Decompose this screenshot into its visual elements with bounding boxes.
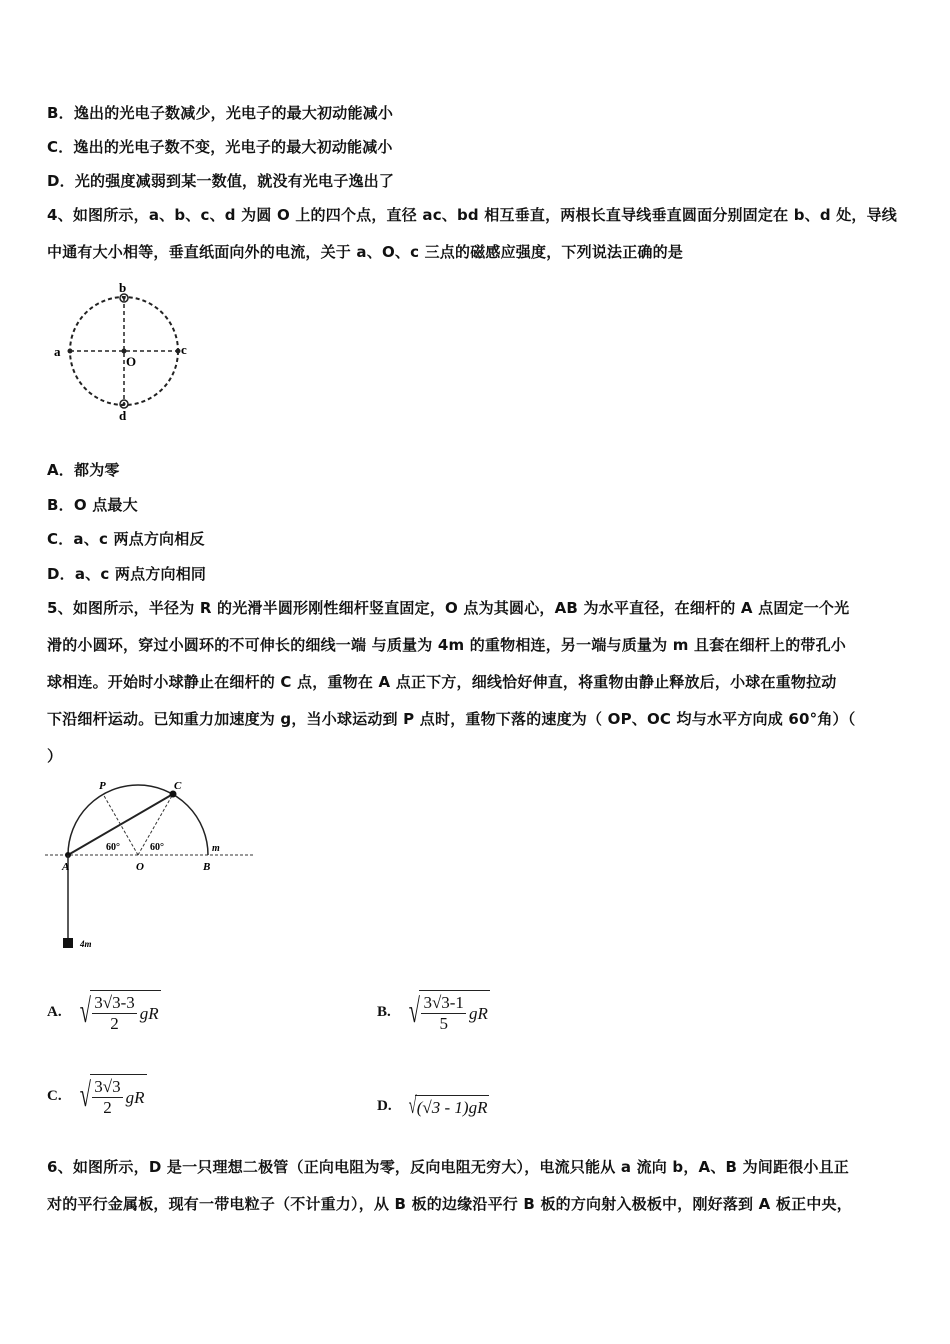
q5-stem-line2: 滑的小圆环，穿过小圆环的不可伸长的细线一端 与质量为 4m 的重物相连，另一端与质量为 m 且套在细杆上的带孔小 [47, 636, 847, 654]
q5-stem-line3: 球相连。开始时小球静止在细杆的 C 点，重物在 A 点正下方，细线恰好伸直，将重物由静止释放后，小球在重物拉动 [47, 673, 837, 691]
expression: (√3 - 1)gR [415, 1095, 490, 1118]
q4-option-c: C．a、c 两点方向相反 [47, 530, 205, 548]
q3-option-b: B．逸出的光电子数减少，光电子的最大初动能减小 [47, 104, 394, 122]
option-label: D. [377, 1097, 392, 1114]
denominator: 2 [103, 1098, 112, 1117]
q4-stem-line1: 4、如图所示，a、b、c、d 为圆 O 上的四个点，直径 ac、bd 相互垂直，两根长直导线垂直圆面分别固定在 b、d 处，导线 [47, 206, 897, 224]
numerator: 3√3-1 [423, 993, 464, 1012]
q3-option-c: C．逸出的光电子数不变，光电子的最大初动能减小 [47, 138, 393, 156]
q3-option-d: D．光的强度减弱到某一数值，就没有光电子逸出了 [47, 172, 395, 190]
option-label: B. [377, 1003, 391, 1020]
label-p: P [99, 780, 106, 792]
q5-option-a: A. √ $\frac{3√3-3}{2}$ gR [47, 990, 161, 1034]
q5-semicircle-figure [40, 775, 260, 955]
q5-stem-line1: 5、如图所示，半径为 R 的光滑半圆形刚性细杆竖直固定，O 点为其圆心，AB 为水平直径，在细杆的 A 点固定一个光 [47, 599, 850, 617]
label-d: d [119, 408, 127, 423]
q6-stem-line2: 对的平行金属板，现有一带电粒子（不计重力），从 B 板的边缘沿平行 B 板的方向射入极板中，刚好落到 A 板正中央， [47, 1195, 852, 1213]
tail: gR [468, 1003, 488, 1023]
label-c: C [174, 780, 182, 792]
numerator: 3√3 [94, 1077, 121, 1096]
label-b: B [203, 861, 211, 873]
q4-option-b: B．O 点最大 [47, 496, 138, 514]
option-label: C. [47, 1087, 62, 1104]
label-b: b [119, 280, 127, 295]
option-label: A. [47, 1003, 62, 1020]
label-a: a [54, 344, 61, 359]
q4-circle-figure [50, 278, 200, 426]
tail: gR [139, 1003, 159, 1023]
denominator: 5 [439, 1014, 448, 1033]
q5-stem-line4: 下沿细杆运动。已知重力加速度为 g，当小球运动到 P 点时，重物下落的速度为（ OP、OC 均与水平方向成 60°角）（ [47, 710, 856, 728]
numerator: 3√3-3 [94, 993, 135, 1012]
label-a: A [62, 861, 70, 873]
label-angle-2: 60° [150, 842, 164, 853]
label-o: O [126, 354, 137, 369]
label-c: c [181, 342, 187, 357]
q5-option-c: C. √ $\frac{3√3}{2}$ gR [47, 1074, 147, 1118]
label-angle-1: 60° [106, 842, 120, 853]
label-4m: 4m [80, 939, 92, 949]
q4-option-d: D．a、c 两点方向相同 [47, 565, 207, 583]
label-o: O [136, 861, 144, 873]
q5-option-d: D. √ (√3 - 1)gR [377, 1093, 488, 1119]
tail: gR [125, 1087, 145, 1107]
q5-option-b: B. √ $\frac{3√3-1}{5}$ gR [377, 990, 490, 1034]
q6-stem-line1: 6、如图所示，D 是一只理想二极管（正向电阻为零，反向电阻无穷大），电流只能从 a 流向 b，A、B 为间距很小且正 [47, 1158, 850, 1176]
q4-stem-line2: 中通有大小相等，垂直纸面向外的电流，关于 a、O、c 三点的磁感应强度，下列说法正确的是 [47, 243, 684, 261]
label-m: m [212, 843, 220, 854]
q4-option-a: A．都为零 [47, 461, 120, 479]
q5-stem-line5: ） [47, 747, 63, 765]
denominator: 2 [110, 1014, 119, 1033]
